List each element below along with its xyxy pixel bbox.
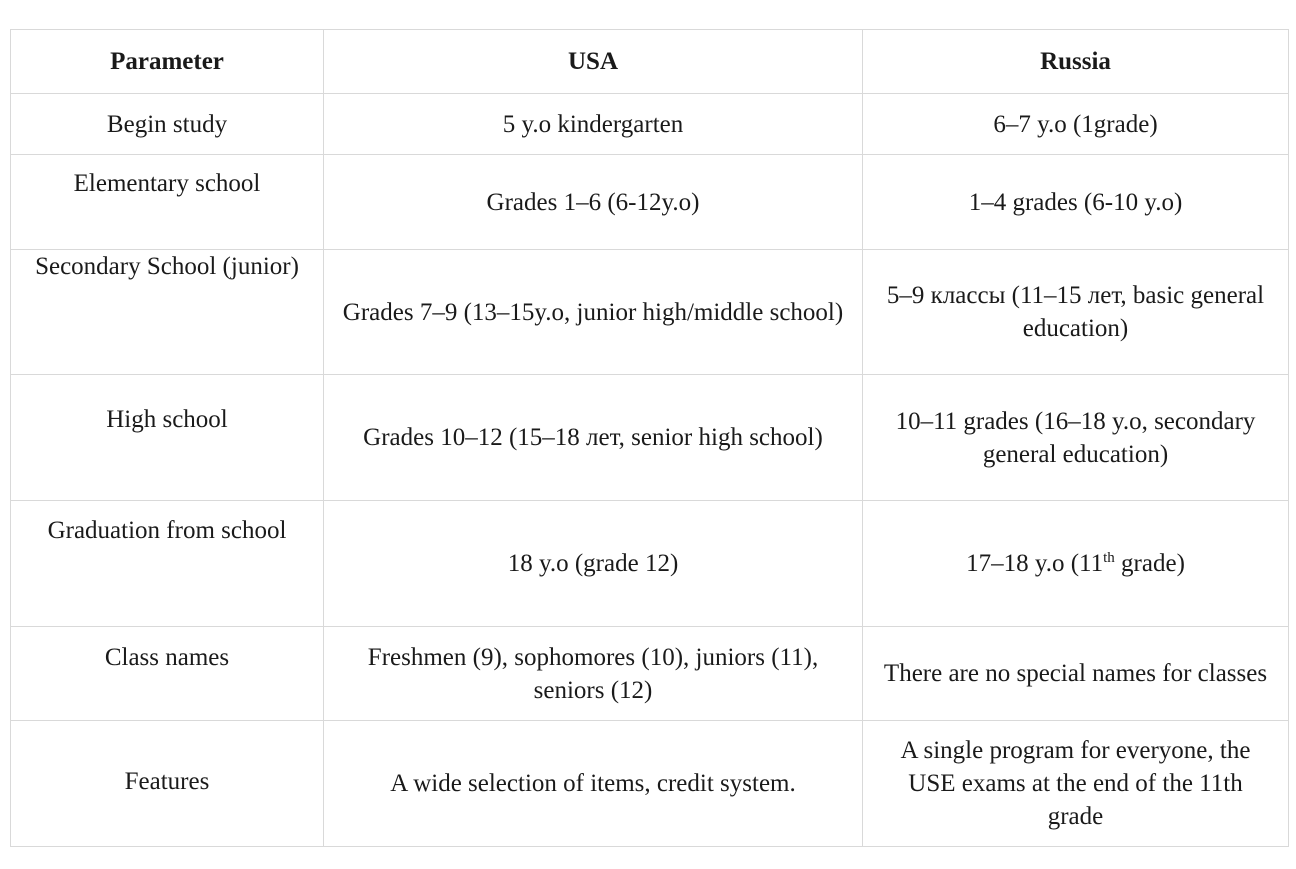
table-row bbox=[11, 250, 1289, 375]
header-row bbox=[11, 30, 1289, 94]
usa-cell: Grades 10–12 (15–18 лет, senior high school) bbox=[324, 375, 863, 501]
table-row bbox=[11, 721, 1289, 847]
table-row bbox=[11, 627, 1289, 721]
header-russia: Russia bbox=[863, 30, 1289, 94]
parameter-cell: Graduation from school bbox=[11, 501, 324, 627]
table-row bbox=[11, 501, 1289, 627]
parameter-cell: Elementary school bbox=[11, 155, 324, 250]
table-row bbox=[11, 94, 1289, 155]
table-row bbox=[11, 375, 1289, 501]
russia-cell: 5–9 классы (11–15 лет, basic general education) bbox=[863, 250, 1289, 375]
usa-cell: Grades 7–9 (13–15y.o, junior high/middle school) bbox=[324, 250, 863, 375]
ordinal-suffix: th bbox=[1103, 550, 1115, 566]
russia-cell: 10–11 grades (16–18 y.o, secondary general education) bbox=[863, 375, 1289, 501]
usa-cell: 5 y.o kindergarten bbox=[324, 94, 863, 155]
header-parameter: Parameter bbox=[11, 30, 324, 94]
russia-cell: 6–7 y.o (1grade) bbox=[863, 94, 1289, 155]
usa-cell: Grades 1–6 (6-12y.o) bbox=[324, 155, 863, 250]
parameter-cell: Class names bbox=[11, 627, 324, 721]
comparison-table bbox=[10, 29, 1289, 847]
parameter-cell: High school bbox=[11, 375, 324, 501]
russia-cell: A single program for everyone, the USE exams at the end of the 11th grade bbox=[863, 721, 1289, 847]
parameter-cell: Secondary School (junior) bbox=[11, 250, 324, 375]
usa-cell: A wide selection of items, credit system. bbox=[324, 721, 863, 847]
header-usa: USA bbox=[324, 30, 863, 94]
usa-cell: 18 y.o (grade 12) bbox=[324, 501, 863, 627]
russia-cell-prefix: 17–18 y.o (11 bbox=[966, 550, 1104, 577]
usa-cell: Freshmen (9), sophomores (10), juniors (11), seniors (12) bbox=[324, 627, 863, 721]
parameter-cell: Begin study bbox=[11, 94, 324, 155]
parameter-cell: Features bbox=[11, 721, 324, 847]
russia-cell bbox=[863, 501, 1289, 627]
russia-cell: 1–4 grades (6-10 y.o) bbox=[863, 155, 1289, 250]
russia-cell: There are no special names for classes bbox=[863, 627, 1289, 721]
table-row bbox=[11, 155, 1289, 250]
russia-cell-suffix: grade) bbox=[1114, 550, 1185, 577]
